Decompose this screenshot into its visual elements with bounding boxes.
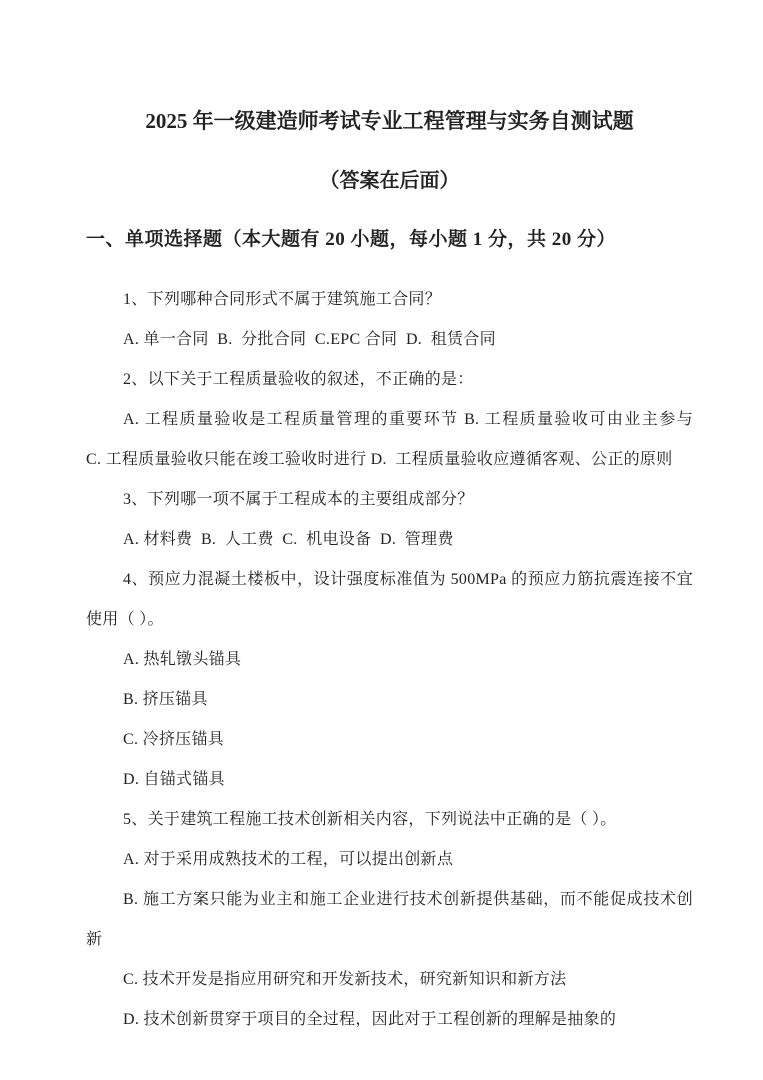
document-subtitle: （答案在后面）: [319, 170, 460, 192]
question-2-options-1: A. 工程质量验收是工程质量管理的重要环节 B. 工程质量验收可由业主参与 C. 工程质量验收只能在竣工验收时进行 D. 工程质量验收应遵循客观、公正的原则: [86, 411, 693, 468]
question-5-options-1: A. 对于采用成熟技术的工程，可以提出创新点: [123, 851, 454, 868]
question-5-stem: 5、关于建筑工程施工技术创新相关内容，下列说法中正确的是（ ）。: [123, 811, 617, 828]
question-4-options-1: A. 热轧镦头锚具: [123, 651, 242, 668]
question-4-options-3: C. 冷挤压锚具: [123, 731, 225, 748]
question-2-stem: 2、以下关于工程质量验收的叙述，不正确的是：: [123, 371, 474, 388]
question-5-options-3: C. 技术开发是指应用研究和开发新技术，研究新知识和新方法: [123, 971, 567, 988]
question-5-options-2: B. 施工方案只能为业主和施工企业进行技术创新提供基础，而不能促成技术创新: [86, 891, 693, 948]
section-heading: 一、单项选择题（本大题有 20 小题，每小题 1 分，共 20 分）: [86, 229, 617, 250]
document-title: 2025 年一级建造师考试专业工程管理与实务自测试题: [145, 109, 634, 133]
question-3-options-1: A. 材料费 B. 人工费 C. 机电设备 D. 管理费: [123, 531, 454, 548]
question-4-options-4: D. 自锚式锚具: [123, 771, 225, 788]
question-1-options-1: A. 单一合同 B. 分批合同 C.EPC 合同 D. 租赁合同: [123, 331, 496, 348]
questions: [86, 280, 693, 1040]
question-4-stem: 4、预应力混凝土楼板中，设计强度标准值为 500MPa 的预应力筋抗震连接不宜使用（ ）。: [86, 571, 693, 628]
question-1-stem: 1、下列哪种合同形式不属于建筑施工合同？: [123, 291, 442, 308]
question-5-options-4: D. 技术创新贯穿于项目的全过程，因此对于工程创新的理解是抽象的: [123, 1011, 617, 1028]
question-3-stem: 3、下列哪一项不属于工程成本的主要组成部分？: [123, 491, 474, 508]
question-4-options-2: B. 挤压锚具: [123, 691, 208, 708]
